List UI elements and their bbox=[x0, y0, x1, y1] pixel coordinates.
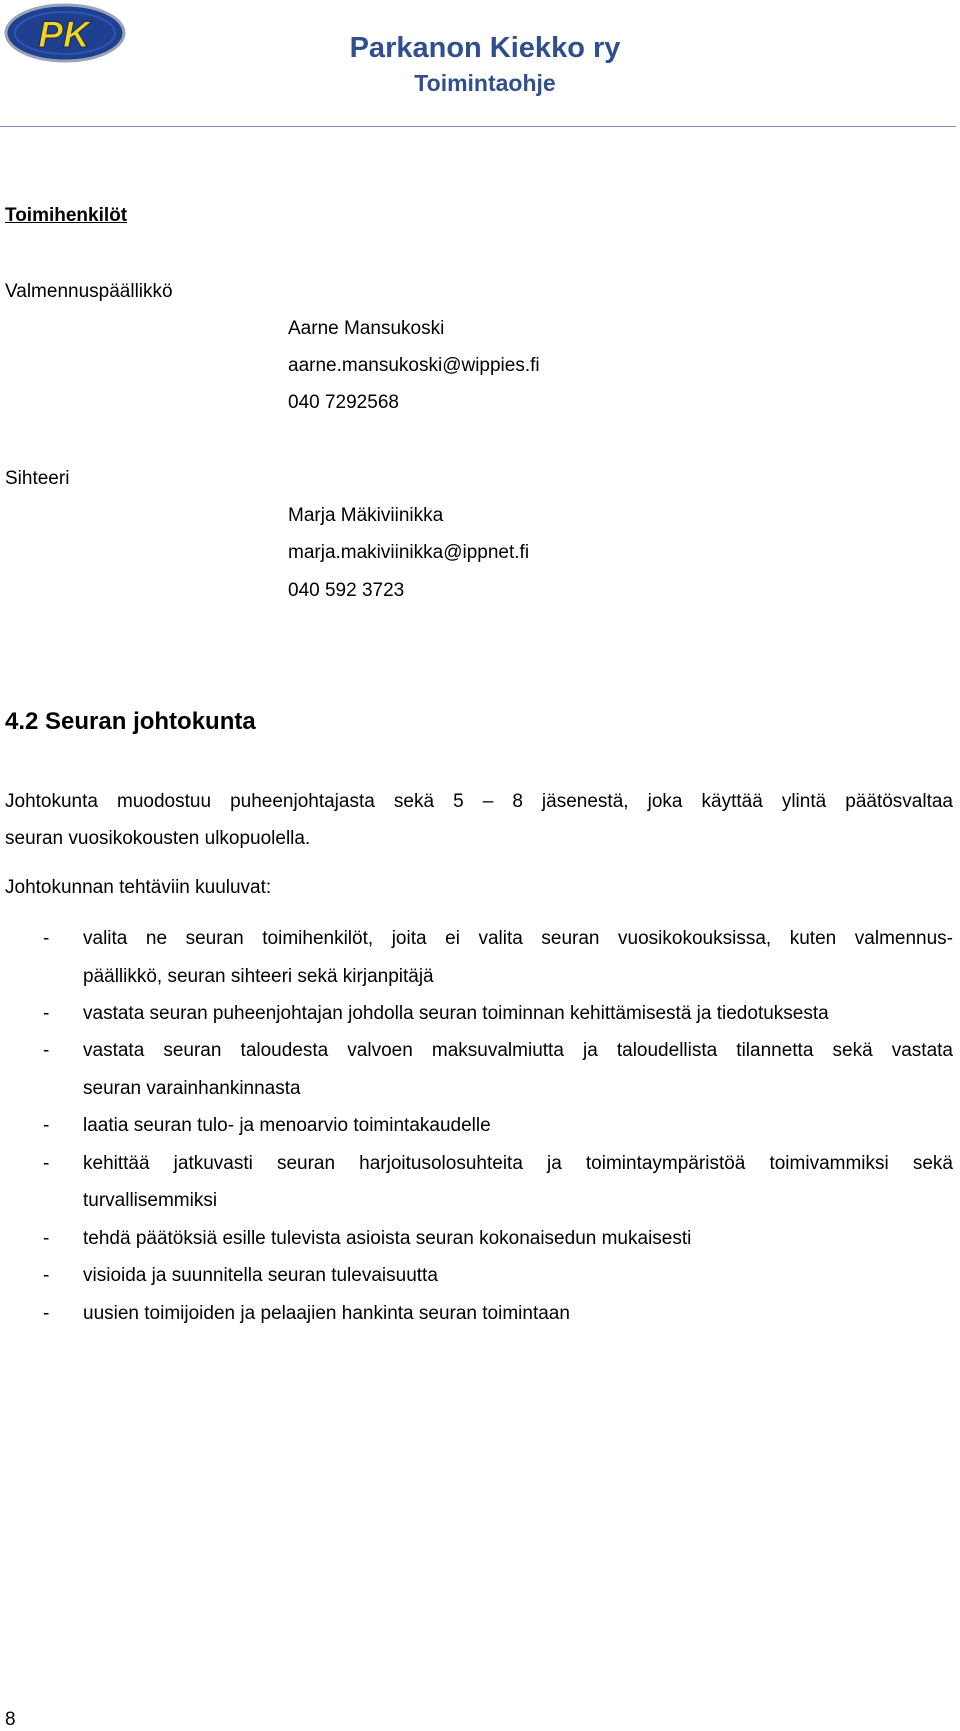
board-intro-line: Johtokunta muodostuu puheenjohtajasta sekä 5 – 8 jäsenestä, joka käyttää ylintä päätösvaltaa bbox=[5, 791, 953, 812]
bullet-marker: - bbox=[43, 928, 50, 949]
official-name: Aarne Mansukoski bbox=[288, 318, 445, 339]
official-email: marja.makiviinikka@ippnet.fi bbox=[288, 542, 530, 563]
bullet-marker: - bbox=[43, 1265, 50, 1286]
page-title: Parkanon Kiekko ry bbox=[349, 32, 621, 64]
official-phone: 040 7292568 bbox=[288, 392, 399, 413]
bullet-marker: - bbox=[43, 1003, 50, 1024]
bullet-marker: - bbox=[43, 1228, 50, 1249]
bullet-marker: - bbox=[43, 1040, 50, 1061]
duty-item: vastata seuran puheenjohtajan johdolla seuran toiminnan kehittämisestä ja tiedotuksesta bbox=[83, 1003, 829, 1024]
official-role: Sihteeri bbox=[5, 468, 70, 489]
official-email: aarne.mansukoski@wippies.fi bbox=[288, 355, 540, 376]
section-heading: 4.2 Seuran johtokunta bbox=[5, 708, 256, 735]
duty-item: tehdä päätöksiä esille tulevista asioista seuran kokonaisedun mukaisesti bbox=[83, 1228, 692, 1249]
duty-item: valita ne seuran toimihenkilöt, joita ei valita seuran vuosikokouksissa, kuten valmennus- bbox=[83, 928, 953, 949]
bullet-marker: - bbox=[43, 1153, 50, 1174]
duty-item-continued: seuran varainhankinnasta bbox=[83, 1078, 301, 1099]
official-phone: 040 592 3723 bbox=[288, 580, 405, 601]
official-role: Valmennuspäällikkö bbox=[5, 281, 173, 302]
board-intro-line: seuran vuosikokousten ulkopuolella. bbox=[5, 828, 311, 849]
logo-text: PK bbox=[38, 14, 90, 55]
duty-item: laatia seuran tulo- ja menoarvio toimintakaudelle bbox=[83, 1115, 491, 1136]
club-logo bbox=[4, 3, 126, 63]
bullet-marker: - bbox=[43, 1303, 50, 1324]
duty-item: uusien toimijoiden ja pelaajien hankinta seuran toimintaan bbox=[83, 1303, 570, 1324]
official-name: Marja Mäkiviinikka bbox=[288, 505, 444, 526]
header-divider bbox=[0, 126, 956, 127]
duty-item: vastata seuran taloudesta valvoen maksuvalmiutta ja taloudellista tilannetta sekä vastata bbox=[83, 1040, 953, 1061]
duty-item: kehittää jatkuvasti seuran harjoitusolosuhteita ja toimintaympäristöä toimivammiksi sekä bbox=[83, 1153, 953, 1174]
bullet-marker: - bbox=[43, 1115, 50, 1136]
duty-item-continued: turvallisemmiksi bbox=[83, 1190, 218, 1211]
officials-heading: Toimihenkilöt bbox=[5, 205, 128, 226]
page-subtitle: Toimintaohje bbox=[414, 70, 556, 96]
duty-item-continued: päällikkö, seuran sihteeri sekä kirjanpitäjä bbox=[83, 966, 434, 987]
page-number: 8 bbox=[5, 1709, 16, 1730]
duties-intro: Johtokunnan tehtäviin kuuluvat: bbox=[5, 877, 272, 898]
duty-item: visioida ja suunnitella seuran tulevaisuutta bbox=[83, 1265, 438, 1286]
